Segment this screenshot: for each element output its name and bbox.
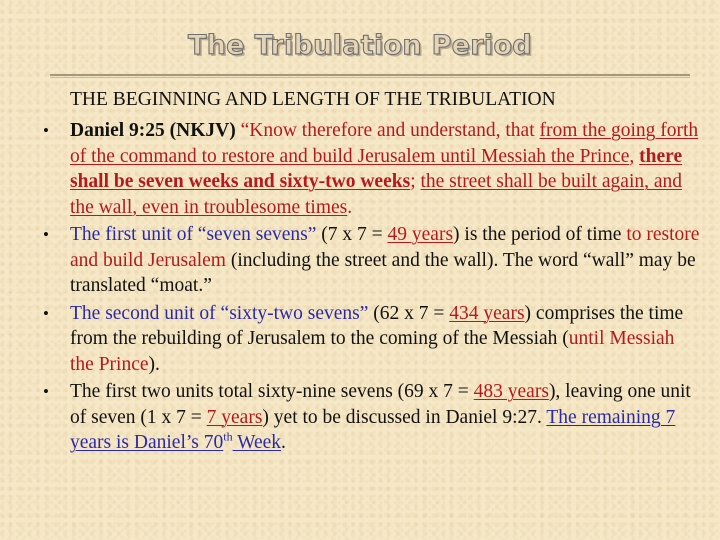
bullet-text: (including the street and the wall). The word “wall” may be translated “moat.”: [70, 249, 696, 296]
bullet-text: ).: [148, 353, 160, 375]
bullet-item-4: [43, 379, 700, 456]
slide-subtitle: THE BEGINNING AND LENGTH OF THE TRIBULATION: [70, 89, 556, 110]
bullet-text: The first two units total sixty-nine sevens (69 x 7 =: [70, 381, 474, 402]
bullet-item-2: [43, 222, 700, 299]
highlight-text: until Messiah the Prince: [70, 328, 675, 375]
highlight-text: to restore and build Jerusalem: [70, 224, 700, 271]
bullet-icon: •: [43, 121, 49, 140]
scripture-reference: Daniel 9:25 (NKJV): [70, 120, 236, 141]
quote-text: “Know therefore and understand, that: [235, 120, 540, 141]
years-value: 7 years: [206, 406, 263, 428]
bullet-text: .: [281, 432, 286, 453]
quote-text-emphasis: there shall be seven weeks and sixty-two weeks: [70, 145, 683, 192]
years-value: 434 years: [449, 302, 525, 324]
bullet-lead: The first unit of “seven sevens”: [70, 224, 317, 245]
bullet-icon: •: [43, 382, 49, 401]
slide-title: The Tribulation Period: [188, 30, 532, 61]
bullet-text: ), leaving one unit of seven (1 x 7 =: [70, 381, 691, 428]
bullet-text: ) yet to be discussed in Daniel 9:27.: [262, 406, 547, 428]
bullet-list: [43, 118, 700, 458]
bullet-text: ) comprises the time from the rebuilding of Jerusalem to the coming of the Messiah (: [70, 302, 684, 349]
bullet-item-1: [43, 118, 700, 220]
quote-text-underlined: the street shall be built again, and the wall, even in troublesome times: [70, 171, 683, 218]
bullet-icon: •: [43, 303, 49, 323]
conclusion-text: Week: [232, 432, 282, 453]
years-value: 483 years: [473, 381, 549, 402]
bullet-icon: •: [43, 225, 49, 244]
bullet-text: (62 x 7 =: [368, 302, 450, 324]
conclusion-text: The remaining 7 years is Daniel’s 70: [70, 406, 676, 453]
bullet-text: (7 x 7 =: [316, 224, 388, 245]
title-divider: [50, 74, 690, 78]
years-value: 49 years: [387, 224, 454, 245]
bullet-lead: The second unit of “sixty-two sevens”: [70, 302, 369, 324]
bullet-item-3: [43, 301, 700, 378]
quote-text: ,: [629, 145, 640, 167]
bullet-text: ) is the period of time: [453, 224, 627, 245]
quote-text-underlined: from the going forth of the command to restore and build Jerusalem until Messiah the Prince: [70, 120, 699, 167]
quote-text: ;: [410, 171, 421, 192]
ordinal-suffix: th: [223, 429, 233, 444]
quote-text: .: [347, 196, 353, 218]
